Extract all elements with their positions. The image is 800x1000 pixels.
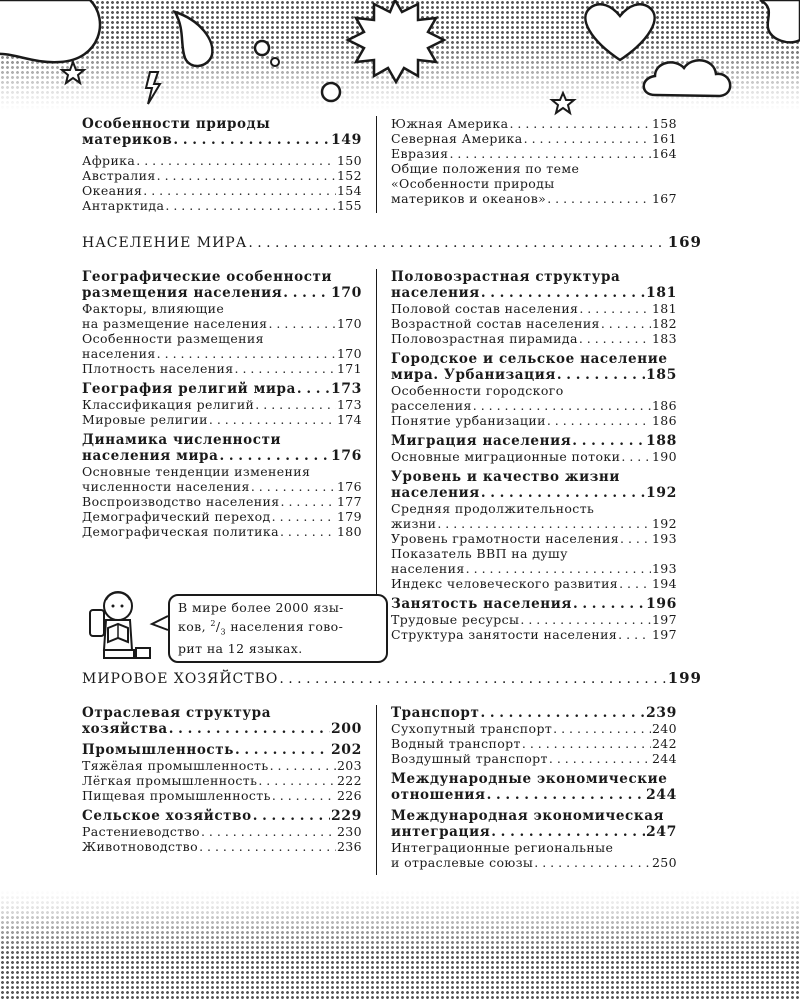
toc-page-number: 194 bbox=[651, 576, 677, 591]
toc-entry[interactable] bbox=[82, 479, 362, 494]
toc-entry-line: Международные экономические bbox=[391, 771, 668, 787]
star-small-icon bbox=[62, 62, 84, 83]
toc-heading-line: Особенности природы bbox=[82, 116, 271, 132]
toc-entry[interactable] bbox=[82, 346, 362, 361]
toc-entry-line: Отраслевая структура bbox=[82, 705, 272, 721]
toc-entry[interactable] bbox=[82, 168, 362, 183]
toc-entry-title: Сельское хозяйство bbox=[82, 808, 252, 824]
toc-entry-title: Океания bbox=[82, 183, 143, 198]
fact-speech-bubble bbox=[168, 594, 388, 663]
toc-entry-title: Промышленность bbox=[82, 742, 234, 758]
toc-entry[interactable] bbox=[391, 331, 677, 346]
toc-entry-line: Факторы, влияющие bbox=[82, 301, 225, 316]
toc-chapter bbox=[391, 771, 677, 803]
toc-page-number: 154 bbox=[336, 183, 362, 198]
toc-chapter-heading bbox=[82, 269, 362, 301]
toc-chapter-heading bbox=[391, 771, 677, 803]
toc-entry-line: Городское и сельское население bbox=[391, 351, 668, 367]
toc-page-number: 229 bbox=[330, 808, 362, 824]
toc-chapter-heading bbox=[82, 705, 362, 737]
toc-column-right bbox=[376, 116, 677, 213]
toc-page-number: 177 bbox=[336, 494, 362, 509]
toc-entry[interactable] bbox=[82, 773, 362, 788]
lightning-icon bbox=[146, 72, 160, 104]
toc-entry-title: Растениеводство bbox=[82, 824, 200, 839]
toc-entry-title: Уровень грамотности населения bbox=[391, 531, 620, 546]
toc-page-number: 176 bbox=[330, 448, 362, 464]
toc-page-number: 180 bbox=[336, 524, 362, 539]
toc-entry-line: Интеграционные региональные bbox=[391, 840, 614, 855]
toc-entry-title: численности населения bbox=[82, 479, 250, 494]
toc-entry[interactable] bbox=[82, 494, 362, 509]
toc-entry-line: Особенности размещения bbox=[82, 331, 264, 346]
section-page-number: 199 bbox=[667, 669, 702, 687]
toc-page-number: 186 bbox=[651, 398, 677, 413]
toc-economy-block bbox=[82, 705, 702, 875]
comic-decorations bbox=[0, 0, 800, 120]
toc-chapter-heading bbox=[391, 705, 677, 721]
toc-chapter bbox=[391, 351, 677, 428]
toc-chapter bbox=[391, 705, 677, 766]
toc-entry[interactable] bbox=[82, 361, 362, 376]
toc-entry-title: Лёгкая промышленность bbox=[82, 773, 258, 788]
toc-column-left bbox=[82, 705, 376, 875]
toc-entry[interactable] bbox=[391, 576, 677, 591]
toc-heading-entry[interactable] bbox=[82, 285, 362, 301]
toc-entry[interactable] bbox=[391, 855, 677, 870]
toc-page-number: 182 bbox=[651, 316, 677, 331]
toc-page-number: 222 bbox=[336, 773, 362, 788]
toc-entry-line: Уровень и качество жизни bbox=[391, 469, 621, 485]
toc-entry-title: отношения bbox=[391, 787, 486, 803]
toc-entry-title: интеграция bbox=[391, 824, 491, 840]
toc-page-number: 240 bbox=[651, 721, 677, 736]
toc-entry[interactable] bbox=[391, 146, 677, 161]
drop-shape-icon bbox=[175, 12, 212, 66]
toc-entry[interactable] bbox=[82, 788, 362, 803]
toc-page-number: 244 bbox=[645, 787, 677, 803]
toc-chapter-heading bbox=[391, 351, 677, 383]
toc-page-number: 186 bbox=[651, 413, 677, 428]
toc-entry-title: Антарктида bbox=[82, 198, 165, 213]
toc-entry-title: Трудовые ресурсы bbox=[391, 612, 520, 627]
toc-heading-entry[interactable] bbox=[391, 285, 677, 301]
toc-entry[interactable] bbox=[391, 449, 677, 464]
toc-entry[interactable] bbox=[82, 183, 362, 198]
toc-entry[interactable] bbox=[391, 516, 677, 531]
toc-entry[interactable] bbox=[82, 316, 362, 331]
toc-page-number: 170 bbox=[336, 346, 362, 361]
toc-entry-title: населения bbox=[391, 285, 480, 301]
toc-entry-line: Международная экономическая bbox=[391, 808, 665, 824]
toc-page-number: 158 bbox=[651, 116, 677, 131]
toc-heading-entry[interactable] bbox=[82, 381, 362, 397]
toc-page-number: 202 bbox=[330, 742, 362, 758]
toc-page-number: 192 bbox=[645, 485, 677, 501]
halftone-footer-pattern bbox=[0, 890, 800, 1000]
toc-page-number: 230 bbox=[336, 824, 362, 839]
toc-page-number: 185 bbox=[645, 367, 677, 383]
toc-chapter bbox=[82, 432, 362, 539]
toc-chapter bbox=[391, 469, 677, 591]
burst-icon bbox=[348, 0, 444, 82]
toc-entry-title: расселения bbox=[391, 398, 472, 413]
toc-page-number: 236 bbox=[336, 839, 362, 854]
toc-entry[interactable] bbox=[391, 398, 677, 413]
fraction-numerator: 2 bbox=[210, 619, 216, 628]
speech-cloud-left-icon bbox=[0, 0, 100, 62]
toc-entry[interactable] bbox=[391, 751, 677, 766]
toc-entry-title: хозяйства bbox=[82, 721, 168, 737]
toc-chapter-heading bbox=[391, 596, 677, 612]
toc-chapter-continents bbox=[82, 116, 362, 148]
toc-column-right bbox=[376, 705, 677, 875]
toc-chapter bbox=[82, 808, 362, 854]
toc-page-number: 164 bbox=[651, 146, 677, 161]
toc-entry[interactable] bbox=[391, 627, 677, 642]
toc-entry[interactable] bbox=[391, 316, 677, 331]
toc-entry-line: Показатель ВВП на душу bbox=[391, 546, 568, 561]
bubble-line: рит на 12 языках. bbox=[178, 640, 303, 656]
toc-heading-entry[interactable] bbox=[82, 132, 362, 148]
toc-chapter bbox=[82, 742, 362, 803]
toc-continents-block bbox=[82, 116, 702, 213]
toc-page-number: 226 bbox=[336, 788, 362, 803]
toc-chapter bbox=[82, 381, 362, 427]
toc-entry-title: Мировые религии bbox=[82, 412, 208, 427]
toc-entry-title: Понятие урбанизации bbox=[391, 413, 546, 428]
toc-entry-title: Возрастной состав населения bbox=[391, 316, 600, 331]
section-title-text: НАСЕЛЕНИЕ МИРА bbox=[82, 235, 248, 251]
toc-entry[interactable] bbox=[82, 153, 362, 168]
fraction-denominator: 3 bbox=[220, 627, 226, 637]
toc-page-number: 244 bbox=[651, 751, 677, 766]
toc-page-number: 193 bbox=[651, 531, 677, 546]
bubble-tiny-icon bbox=[271, 58, 279, 66]
toc-heading-entry[interactable] bbox=[391, 367, 677, 383]
toc-page-number: 170 bbox=[330, 285, 362, 301]
toc-entry-title: Тяжёлая промышленность bbox=[82, 758, 269, 773]
toc-entry-line: Динамика численности bbox=[82, 432, 282, 448]
toc-entry-title: населения bbox=[82, 346, 156, 361]
toc-entry-title: Классификация религий bbox=[82, 397, 255, 412]
bubble-small-icon bbox=[255, 41, 269, 55]
toc-page-number: 171 bbox=[336, 361, 362, 376]
toc-entry-line: Половозрастная структура bbox=[391, 269, 621, 285]
toc-page-number: 173 bbox=[330, 381, 362, 397]
toc-entry-title: Структура занятости населения bbox=[391, 627, 618, 642]
toc-entry-title: населения bbox=[391, 561, 465, 576]
toc-entry[interactable] bbox=[82, 198, 362, 213]
toc-entry-title: Сухопутный транспорт bbox=[391, 721, 553, 736]
toc-page-number: 192 bbox=[651, 516, 677, 531]
toc-entry-title: населения bbox=[391, 485, 480, 501]
fact-callout bbox=[82, 588, 382, 663]
toc-page-number: 203 bbox=[336, 758, 362, 773]
toc-entry-title: материков и океанов» bbox=[391, 191, 547, 206]
toc-page-number: 150 bbox=[336, 153, 362, 168]
toc-chapter-heading bbox=[391, 433, 677, 449]
toc-entry-title: Австралия bbox=[82, 168, 156, 183]
toc-entry-title: Воспроизводство населения bbox=[82, 494, 280, 509]
toc-heading-entry[interactable] bbox=[391, 787, 677, 803]
toc-entry[interactable] bbox=[391, 191, 677, 206]
section-page-number: 169 bbox=[667, 233, 702, 251]
toc-entry-title: жизни bbox=[391, 516, 437, 531]
toc-page-number: 170 bbox=[336, 316, 362, 331]
toc-chapter-heading bbox=[82, 432, 362, 464]
toc-chapter-heading bbox=[391, 469, 677, 501]
speech-cloud-right-icon bbox=[760, 0, 800, 42]
toc-page-number: 196 bbox=[645, 596, 677, 612]
toc-entry-title: на размещение населения bbox=[82, 316, 268, 331]
toc-entry[interactable] bbox=[82, 412, 362, 427]
toc-entry[interactable] bbox=[391, 721, 677, 736]
toc-chapter-heading bbox=[391, 269, 677, 301]
toc-heading-entry[interactable] bbox=[391, 596, 677, 612]
bubble-text: ков, bbox=[178, 619, 206, 635]
toc-entry[interactable] bbox=[82, 824, 362, 839]
toc-chapter bbox=[391, 808, 677, 870]
toc-entry[interactable] bbox=[391, 301, 677, 316]
table-of-contents bbox=[82, 116, 702, 875]
toc-entry-title: Водный транспорт bbox=[391, 736, 521, 751]
toc-entry-line: Географические особенности bbox=[82, 269, 333, 285]
toc-page-number: 239 bbox=[645, 705, 677, 721]
toc-heading-entry[interactable] bbox=[391, 705, 677, 721]
reading-boy-illustration bbox=[82, 588, 172, 663]
toc-page-number: 200 bbox=[330, 721, 362, 737]
toc-page-number: 242 bbox=[651, 736, 677, 751]
toc-entry[interactable] bbox=[391, 116, 677, 131]
toc-entry-title: Демографическая политика bbox=[82, 524, 279, 539]
toc-chapter-heading bbox=[82, 742, 362, 758]
toc-entry-title: мира. Урбанизация bbox=[391, 367, 556, 383]
toc-heading-entry[interactable] bbox=[82, 721, 362, 737]
toc-page-number: 183 bbox=[651, 331, 677, 346]
fraction: $^2/_3$ bbox=[210, 619, 226, 637]
star-right-icon bbox=[552, 93, 574, 113]
toc-page-number: 161 bbox=[651, 131, 677, 146]
toc-entry-title: Половозрастная пирамида bbox=[391, 331, 578, 346]
cloud-icon bbox=[644, 60, 730, 96]
toc-entry-line: «Особенности природы bbox=[391, 176, 555, 191]
toc-entry[interactable] bbox=[391, 561, 677, 576]
toc-entry-title: и отраслевые союзы bbox=[391, 855, 534, 870]
toc-entry[interactable] bbox=[391, 131, 677, 146]
toc-entry-title: Занятость населения bbox=[391, 596, 572, 612]
toc-entry-title: населения мира bbox=[82, 448, 219, 464]
toc-entry[interactable] bbox=[82, 509, 362, 524]
toc-entry-title: размещения населения bbox=[82, 285, 283, 301]
bubble-medium-icon bbox=[322, 83, 340, 101]
toc-entry-title: Плотность населения bbox=[82, 361, 234, 376]
toc-page-number: 173 bbox=[336, 397, 362, 412]
toc-page-number: 193 bbox=[651, 561, 677, 576]
toc-heading-entry[interactable] bbox=[82, 742, 362, 758]
toc-page-number: 250 bbox=[651, 855, 677, 870]
toc-chapter-heading bbox=[391, 808, 677, 840]
toc-entry[interactable] bbox=[391, 736, 677, 751]
toc-heading-entry[interactable] bbox=[391, 824, 677, 840]
toc-page-number: 181 bbox=[645, 285, 677, 301]
toc-entry-title: Пищевая промышленность bbox=[82, 788, 271, 803]
bubble-text: населения гово- bbox=[230, 619, 344, 635]
toc-page-number: 179 bbox=[336, 509, 362, 524]
section-title-text: МИРОВОЕ ХОЗЯЙСТВО bbox=[82, 671, 279, 687]
bubble-line: В мире более 2000 язы- bbox=[178, 600, 344, 615]
toc-entry-title: Животноводство bbox=[82, 839, 199, 854]
toc-entry-title: Африка bbox=[82, 153, 136, 168]
toc-entry-title: Демографический переход bbox=[82, 509, 271, 524]
toc-page-number: 174 bbox=[336, 412, 362, 427]
toc-page-number: 155 bbox=[336, 198, 362, 213]
toc-entry-line: Основные тенденции изменения bbox=[82, 464, 311, 479]
toc-page-number: 247 bbox=[645, 824, 677, 840]
toc-chapter-heading bbox=[82, 808, 362, 824]
toc-column-left bbox=[82, 116, 376, 213]
toc-page-number: 176 bbox=[336, 479, 362, 494]
toc-entry[interactable] bbox=[391, 612, 677, 627]
toc-entry-title: Половой состав населения bbox=[391, 301, 579, 316]
toc-entry-line: Общие положения по теме bbox=[391, 161, 580, 176]
toc-entry[interactable] bbox=[82, 397, 362, 412]
toc-page-number: 197 bbox=[651, 612, 677, 627]
toc-chapter bbox=[391, 433, 677, 464]
toc-column-right bbox=[376, 269, 677, 647]
toc-entry-title: Индекс человеческого развития bbox=[391, 576, 619, 591]
toc-entry-title: материков bbox=[82, 132, 173, 148]
toc-entry-title: Основные миграционные потоки bbox=[391, 449, 621, 464]
toc-page-number: 197 bbox=[651, 627, 677, 642]
bubble-line bbox=[178, 616, 378, 641]
toc-page-number: 181 bbox=[651, 301, 677, 316]
toc-entry-line: Особенности городского bbox=[391, 383, 564, 398]
toc-chapter bbox=[391, 269, 677, 346]
toc-chapter-heading bbox=[82, 381, 362, 397]
toc-heading-entry[interactable] bbox=[82, 448, 362, 464]
toc-entry-title: Транспорт bbox=[391, 705, 480, 721]
toc-page-number: 190 bbox=[651, 449, 677, 464]
toc-heading-entry[interactable] bbox=[391, 433, 677, 449]
toc-entry-line: Средняя продолжительность bbox=[391, 501, 595, 516]
section-title-population[interactable] bbox=[82, 235, 702, 251]
toc-entry[interactable] bbox=[82, 839, 362, 854]
toc-page-number: 149 bbox=[330, 132, 362, 148]
toc-chapter bbox=[82, 269, 362, 376]
toc-chapter bbox=[391, 596, 677, 642]
toc-entry-title: Миграция населения bbox=[391, 433, 572, 449]
toc-heading-entry[interactable] bbox=[82, 808, 362, 824]
toc-page-number: 152 bbox=[336, 168, 362, 183]
toc-entry[interactable] bbox=[391, 531, 677, 546]
toc-entry-title: Северная Америка bbox=[391, 131, 523, 146]
toc-page-number: 188 bbox=[645, 433, 677, 449]
toc-entry[interactable] bbox=[391, 413, 677, 428]
toc-page-number: 167 bbox=[651, 191, 677, 206]
toc-chapter bbox=[82, 705, 362, 737]
toc-entry[interactable] bbox=[82, 524, 362, 539]
heart-icon bbox=[585, 4, 654, 60]
toc-entry-title: География религий мира bbox=[82, 381, 296, 397]
toc-entry-title: Евразия bbox=[391, 146, 449, 161]
toc-heading-entry[interactable] bbox=[391, 485, 677, 501]
toc-entry-title: Южная Америка bbox=[391, 116, 509, 131]
toc-entry-title: Воздушный транспорт bbox=[391, 751, 548, 766]
toc-entry[interactable] bbox=[82, 758, 362, 773]
section-title-economy[interactable] bbox=[82, 671, 702, 687]
